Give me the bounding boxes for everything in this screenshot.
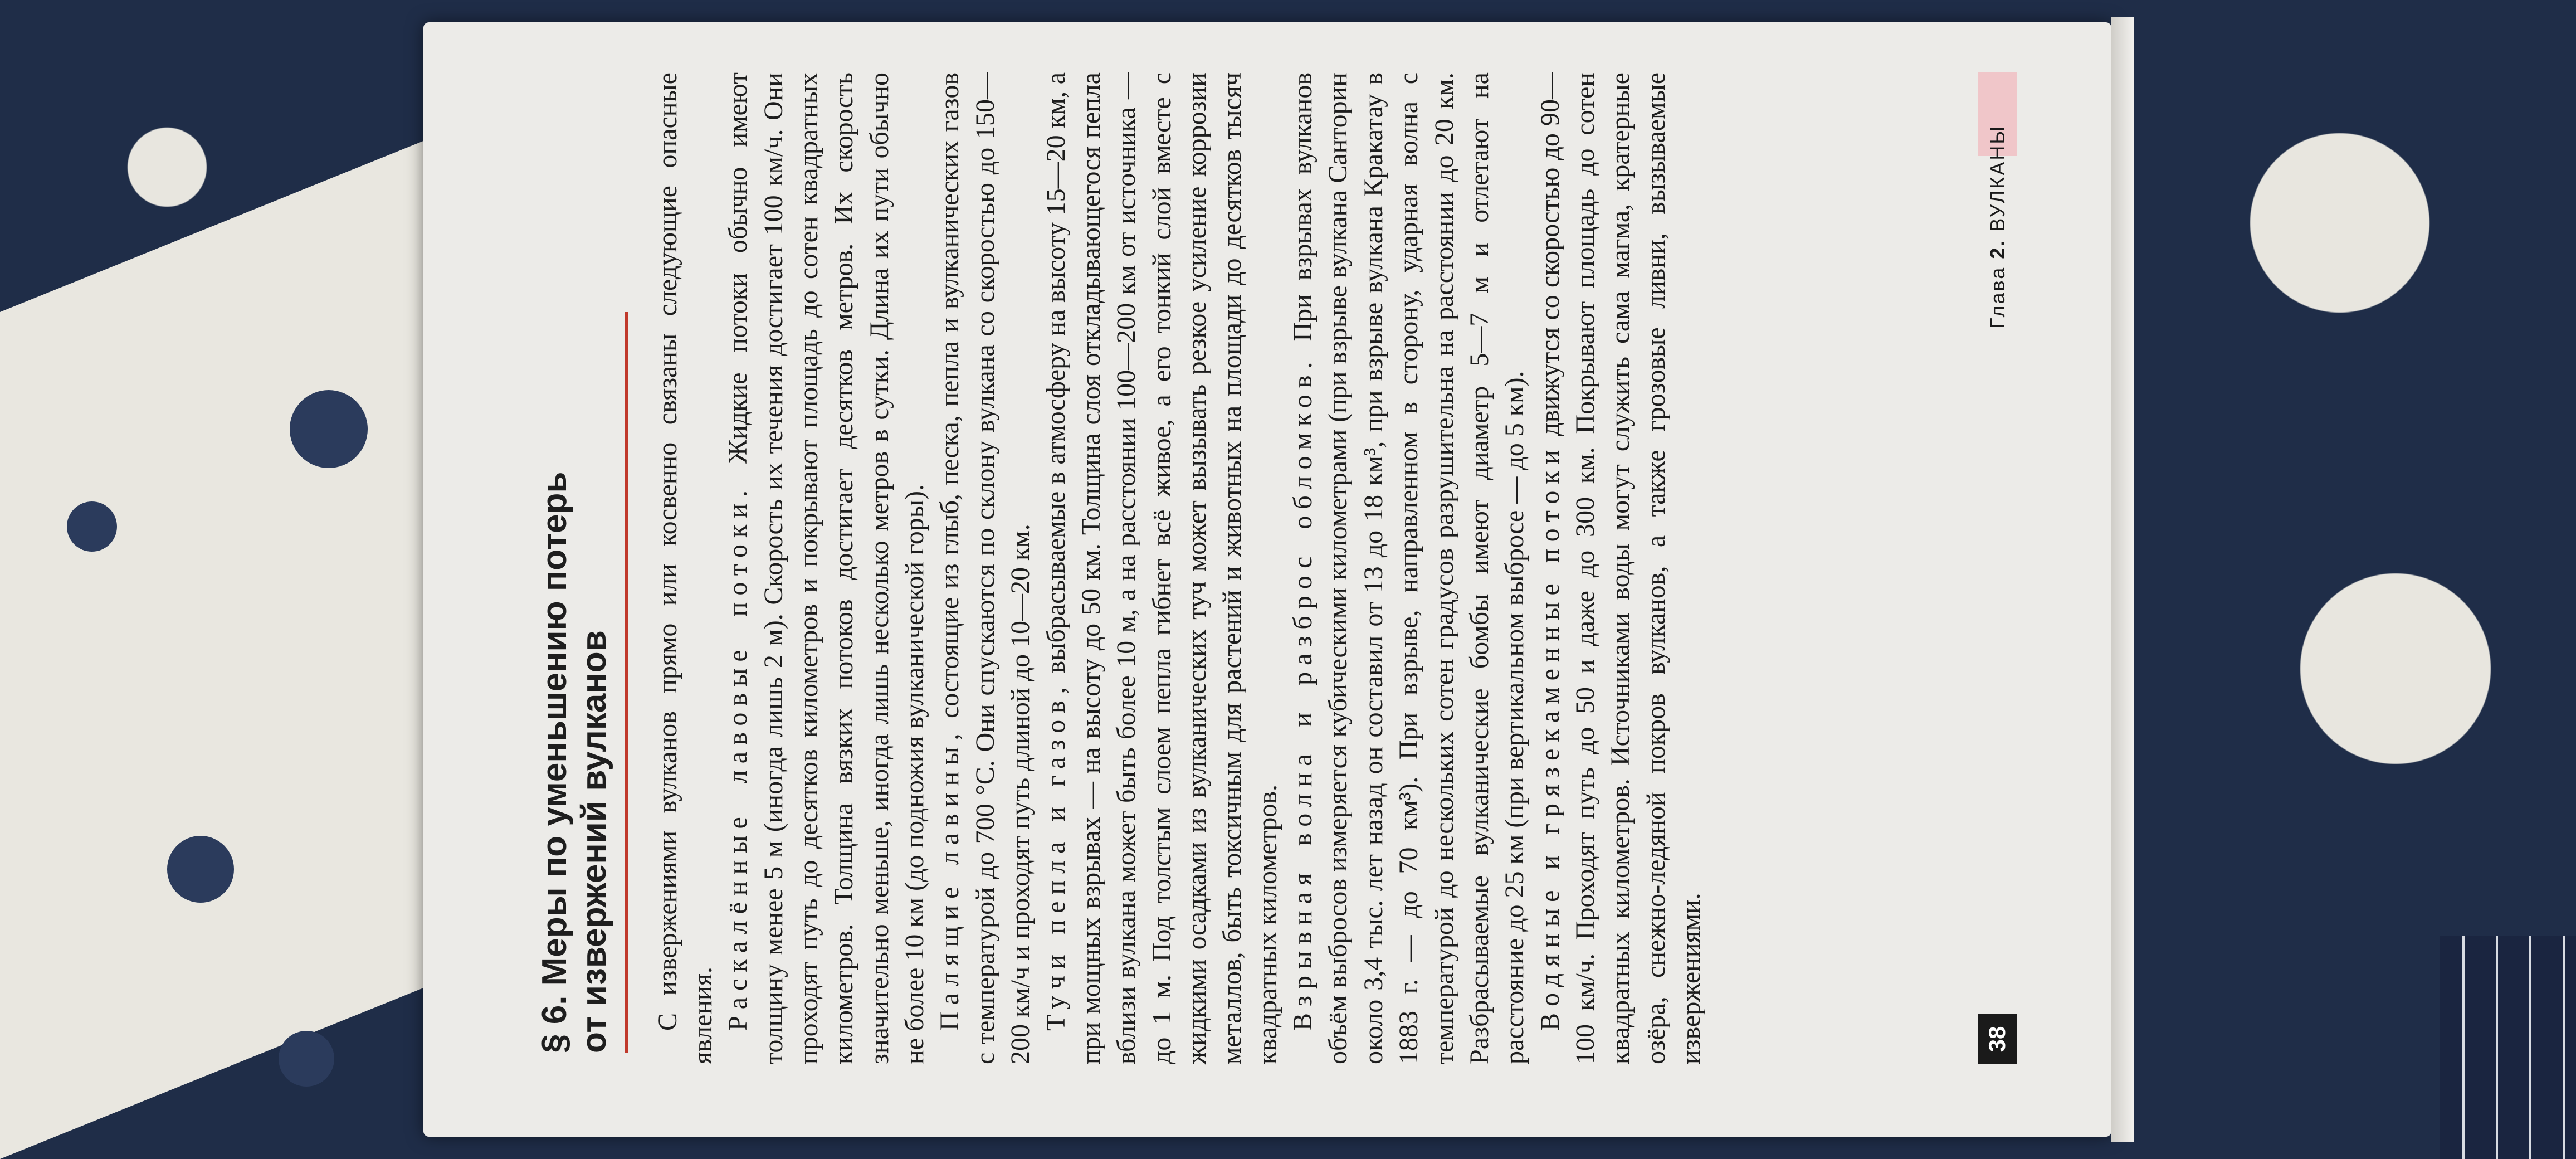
- fabric-dot: [279, 1031, 334, 1087]
- chapter-prefix: Глава: [1986, 266, 2009, 329]
- page-content: [423, 22, 2111, 1137]
- paragraph-text: выбрасываемые в атмосферу на высоту 15—20 км, а при мощных взрывах — на высоту до 50 км. Толщина слоя откладывающегося пепла вблизи вулкана может быть более 10 м, а на расстоянии 100—200 км от источника — до 1 м. Под толстым слоем пепла гибнет всё живое, а его тонкий слой вместе с жидкими осадками из вулканических туч может вызывать резкое усиление коррозии металлов, быть токсичным для растений и животных на площади до десятков тысяч квадратных километров.: [1041, 72, 1282, 1064]
- fabric-stripes: [2440, 936, 2576, 1159]
- paragraph-lead: Палящие лавины,: [935, 727, 965, 1031]
- paragraph-lead: Раскалённые лавовые потоки.: [723, 483, 753, 1031]
- fabric-dot: [67, 501, 117, 552]
- paragraph-lead: Водяные и грязекаменные потоки: [1535, 443, 1565, 1031]
- section-title-line1: Меры по уменьшению потерь: [535, 471, 574, 986]
- paragraph-text: Жидкие потоки обычно имеют толщину менее 5 м (иногда лишь 2 м). Скорость их течения достигает 100 км/ч. Они проходят путь до десятков километров и покрывают площадь до сотен квадратных километров. Толщина вязких потоков достигает десятков метров. Их скорость значительно меньше, иногда лишь несколько метров в сутки. Длина их пути обычно не более 10 км (до подножия вулканической горы).: [723, 72, 930, 1064]
- chapter-name: ВУЛКАНЫ: [1986, 124, 2009, 232]
- fabric-light-panel: [0, 132, 446, 1159]
- body-text: [650, 72, 1709, 1064]
- paragraph: [1285, 72, 1533, 1064]
- paragraph: [932, 72, 1038, 1064]
- paragraph: [650, 72, 721, 1064]
- paragraph-text: С извержениями вулканов прямо или косвенно связаны следующие опасные явления.: [652, 72, 718, 1064]
- section-mark: § 6.: [535, 995, 574, 1053]
- paragraph: [1533, 72, 1709, 1064]
- paragraph-text: состоящие из глыб, песка, пепла и вулканических газов с температурой до 700 °С. Они спускаются по склону вулкана со скоростью до 150—200 км/ч и проходят путь длиной до 10—20 км.: [935, 72, 1036, 1064]
- paragraph: [1038, 72, 1286, 1064]
- paragraph-text: При взрывах вулканов объём выбросов измеряется кубическими километрами (при взрыве вулкана Санторин около 3,4 тыс. лет назад он составил от 13 до 18 км³, при взрыве вулкана Кракатау в 1883 г. — до 70 км³). При взрыве, направленном в сторону, ударная волна с температурой до нескольких сотен градусов разрушительна на расстоянии до 20 км. Разбрасываемые вулканические бомбы имеют диаметр 5—7 м и отлетают на расстояние до 25 км (при вертикальном выбросе — до 5 км).: [1288, 72, 1530, 1064]
- chapter-label: [1986, 125, 2009, 329]
- section-heading: [535, 72, 614, 1064]
- heading-underline: [625, 312, 628, 1053]
- book-page-edge: [2111, 17, 2134, 1142]
- paragraph-lead: Тучи пепла и газов,: [1041, 680, 1071, 1031]
- fabric-dot: [290, 390, 368, 468]
- paragraph-lead: Взрывная волна и разброс обломков.: [1288, 355, 1318, 1031]
- paragraph: [720, 72, 932, 1064]
- chapter-number: 2.: [1986, 238, 2009, 259]
- fabric-dot: [167, 836, 234, 903]
- paragraph-text: движутся со скоростью до 90—100 км/ч. Проходят путь до 50 и даже до 300 км. Покрывают площадь до сотен квадратных километров. Источниками воды могут служить сама магма, кратерные озёра, снежно-ледяной покров вулканов, а также грозовые ливни, вызываемые извержениями.: [1535, 72, 1706, 1064]
- page-number: 38: [1978, 1014, 2017, 1064]
- section-title-line2: от извержений вулканов: [575, 630, 614, 1053]
